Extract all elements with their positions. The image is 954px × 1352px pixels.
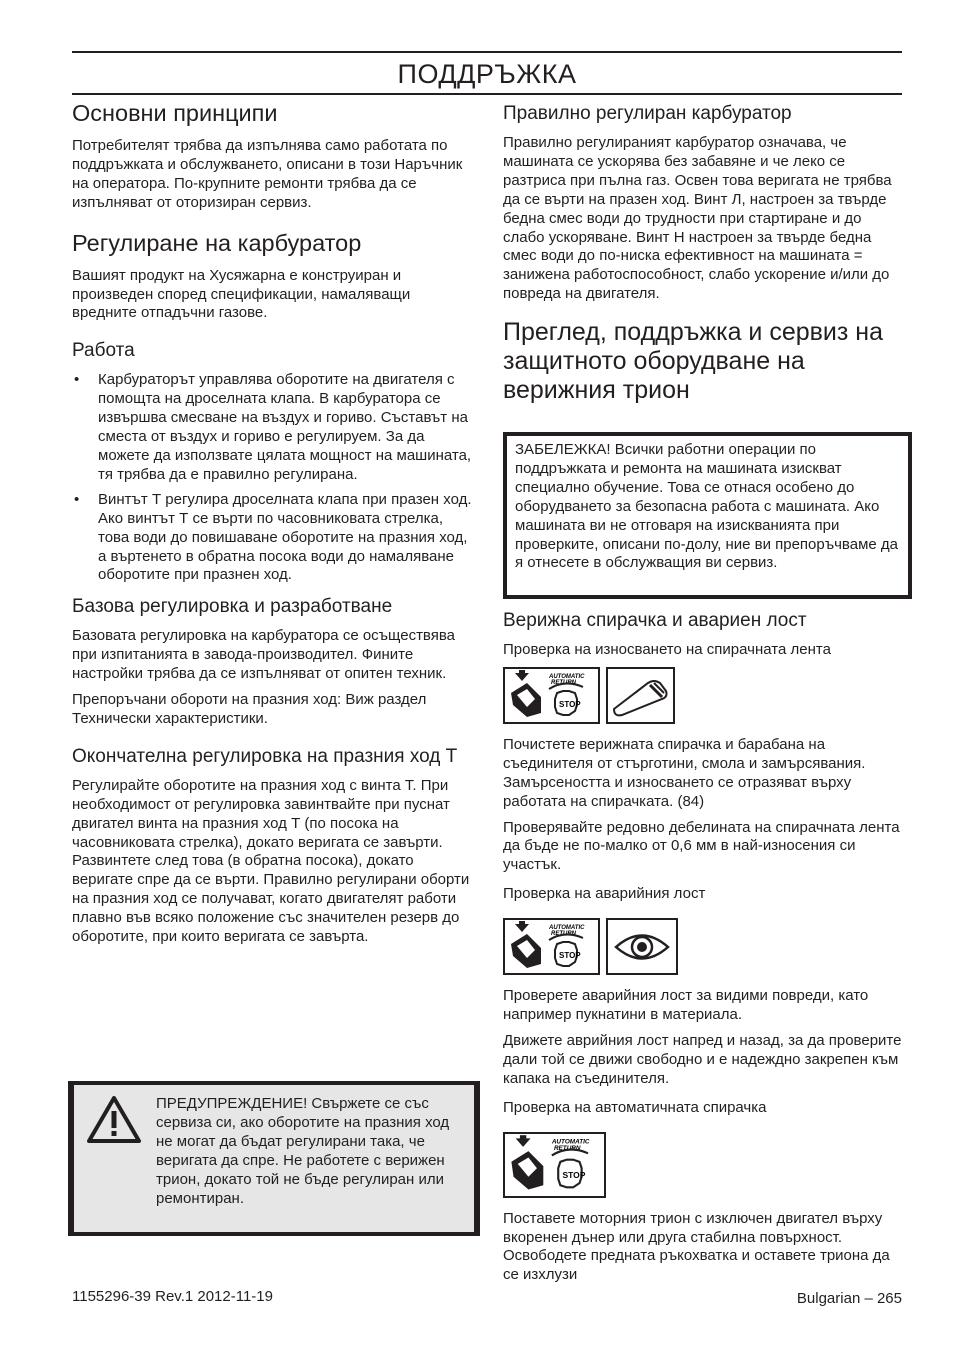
heading-carburetor-adjustment: Регулиране на карбуратор (72, 229, 362, 256)
icon-row-lever (503, 918, 903, 975)
heading-final-idle-adjustment: Окончателна регулировка на празния ход Т (72, 745, 458, 767)
heading-base-adjustment: Базова регулировка и разработване (72, 596, 393, 618)
operation-bullet-2: • Винтът Т регулира дроселната клапа при празен ход. Ако винтът Т се върти по часовниковата стрелка, това води до повишаване оборотите на празния ход, а въртенето в обратна посока води до намаляване оборотите при празнен ход. (72, 491, 472, 586)
svg-text:STOP: STOP (559, 951, 581, 961)
svg-text:AUTOMATIC: AUTOMATIC (549, 925, 585, 932)
operation-bullet-1: • Карбураторът управлява оборотите на двигателя с помощта на дроселната клапа. В карбуратора се извършва смесване на въздух и гориво. Съставът на сместа от въздух и гориво е регулируем. За да можете да използвате цялата мощност на машината, тя трябва да е правилно регулирана. (72, 371, 472, 484)
svg-text:RETURN: RETURN (553, 1144, 581, 1152)
paragraph-carburetor-intro: Вашият продукт на Хусяжарна е конструиран и произведен според спецификации, намаляващи вредните отпадъчни газове. (72, 266, 411, 322)
paragraph-lever-move: Движете аврийния лост напред и назад, за да проверите дали той се движи свободно и е надеждно закрепен към капака на съединителя. (503, 1031, 902, 1087)
chain-brake-auto-return-icon (503, 1132, 606, 1198)
heading-basic-principles: Основни принципи (72, 100, 278, 126)
page-title: ПОДДРЪЖКА (72, 51, 902, 95)
icon-row-auto (503, 1132, 903, 1198)
right-column (503, 102, 903, 415)
paragraph-base-adjustment-2: Препоръчани обороти на празния ход: Виж раздел Технически характеристики. (72, 691, 427, 727)
chain-brake-auto-return-icon (503, 667, 600, 724)
paragraph-basic-principles: Потребителят трябва да изпълнява само работата по поддръжката и обслужването, описани в този Наръчник на оператора. По-крупните ремонти трябва да се изпълняват от оторизиран сервиз. (72, 137, 463, 211)
paragraph-check-band: Проверка на износването на спирачната лента (503, 641, 831, 658)
note-box (503, 432, 912, 599)
paragraph-check-auto-brake: Проверка на автоматичната спирачка (503, 1098, 767, 1116)
right-column-lower (503, 609, 903, 1292)
paragraph-base-adjustment-1: Базовата регулировка на карбуратора се осъществява при изпитанията в завода-производител. Фините настройки трябва да се изпълняват от опитен техник. (72, 627, 455, 683)
page-number: Bulgarian – 265 (796, 1290, 902, 1307)
svg-text:AUTOMATIC: AUTOMATIC (551, 1138, 590, 1146)
paragraph-place-saw: Поставете моторния трион с изключен двигател върху вкоренен дънер или друга стабилна повърхност. Освободете предната ръкохватка и оставете триона да се изхлузи (503, 1209, 890, 1284)
paragraph-lever-damage: Проверете аварийния лост за видими повреди, като например пукнатини в материала. (503, 987, 869, 1024)
heading-safety-equipment: Преглед, поддръжка и сервиз на защитното оборудване на верижния трион (503, 318, 884, 405)
eye-inspect-icon (606, 918, 678, 975)
svg-text:AUTOMATIC: AUTOMATIC (549, 673, 585, 680)
document-id: 1155296-39 Rev.1 2012-11-19 (72, 1288, 273, 1305)
svg-text:STOP: STOP (559, 699, 581, 709)
paragraph-check-lever: Проверка на аварийния лост (503, 885, 706, 903)
warning-text: ПРЕДУПРЕЖДЕНИЕ! Свържете се със сервиза си, ако оборотите на празния ход не могат да бъдат регулирани така, че веригата да спре. Не работете с верижен трион, докато той не бъде регулиран или ремонтиран. (156, 1095, 450, 1207)
chain-brake-auto-return-icon (503, 918, 600, 975)
warning-box (68, 1081, 480, 1236)
svg-text:RETURN: RETURN (551, 679, 576, 686)
left-column (72, 99, 472, 954)
paragraph-band-thickness: Проверявайте редовно дебелината на спирачната лента да бъде не по-малко от 0,6 мм в най-износения си участък. (503, 818, 900, 874)
paragraph-final-idle-adjustment: Регулирайте оборотите на празния ход с винта Т. При необходимост от регулировка завинтвайте при пуснат двигател винта на празния ход Т (по посока на часовниковата стрелка), докато веригата се завърти. Развинтете след това (в обратна посока), докато веригате спре да се върти. Правилно регулирани оборти на празния ход се получават, когато двигателят работи плавно във всяко положение със значителен резерв до оборотите, при които веригата се завърта. (72, 776, 470, 946)
svg-text:STOP: STOP (562, 1169, 586, 1180)
operation-list (72, 371, 472, 585)
svg-text:RETURN: RETURN (551, 931, 576, 938)
icon-row-band (503, 667, 903, 724)
heading-correct-carburetor: Правилно регулиран карбуратор (503, 103, 792, 124)
heading-operation: Работа (72, 340, 135, 362)
brake-band-icon (606, 667, 675, 724)
paragraph-clean-brake: Почистете верижната спирачка и барабана на съединителя от стърготини, смола и замърсявания. Замърсеността и износването се отразяват върху работата на спирачката. (84) (503, 735, 866, 810)
paragraph-correct-carburetor: Правилно регулираният карбуратор означава, че машината се ускорява без забавяне и че леко се разтриса при пълна газ. Освен това веригата не трябва да се върти на празен ход. Винт Л, настроен за твърде бедна смес води до трудности при стартиране и до слабо ускоряване. Винт Н настроен за твърде бедна смес води до по-ниска ефективност на машината = занижена работоспособност, слабо ускорение и/или до повреда на двигателя. (503, 134, 892, 303)
heading-chain-brake: Верижна спирачка и авариен лост (503, 610, 807, 631)
warning-triangle-icon (86, 1095, 142, 1145)
note-text: ЗАБЕЛЕЖКА! Всички работни операции по поддръжката и ремонта на машината изискват специално обучение. Това се отнася особено до оборудването за безопасна работа с машината. Ако машината ви не отговаря на изискванията при проверките, описани по-долу, ние ви препоръчваме да я отнесете в обслужващия ви сервиз. (515, 441, 898, 572)
